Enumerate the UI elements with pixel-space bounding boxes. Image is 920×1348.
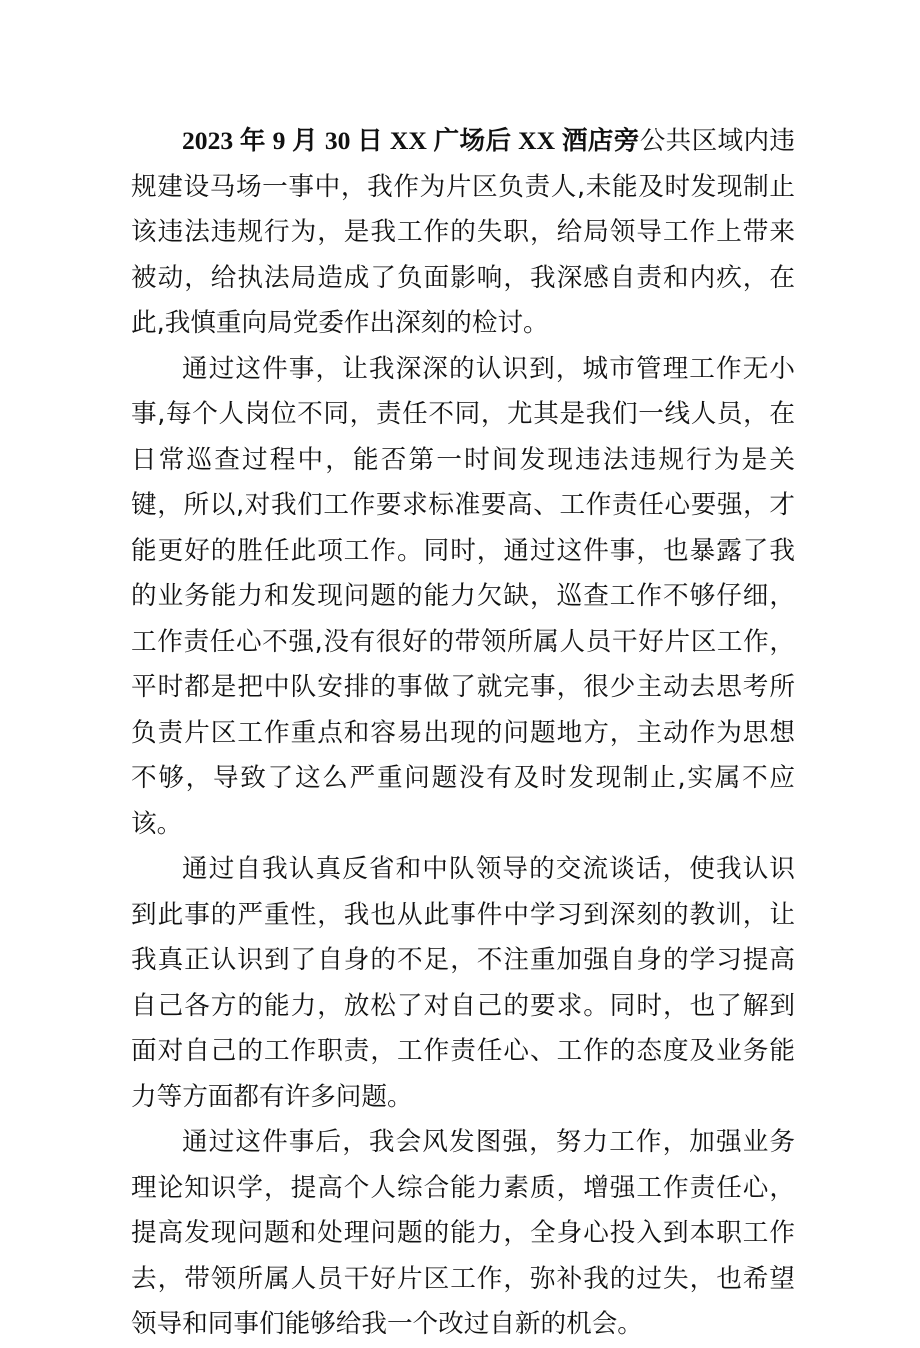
paragraph-3 [131,847,795,1120]
paragraph-4 [131,1120,795,1348]
document-body [131,118,795,1348]
paragraph-3-text: 通过自我认真反省和中队领导的交流谈话，使我认识到此事的严重性，我也从此事件中学习到深刻的教训，让我真正认识到了自身的不足，不注重加强自身的学习提高自己各方的能力，放松了对自己的要求。同时，也了解到面对自己的工作职责，工作责任心、工作的态度及业务能力等方面都有许多问题。 [131,854,795,1112]
paragraph-2-text: 通过这件事，让我深深的认识到，城市管理工作无小事,每个人岗位不同，责任不同，尤其是我们一线人员，在日常巡查过程中，能否第一时间发现违法违规行为是关键，所以,对我们工作要求标准要高、工作责任心要强，才能更好的胜任此项工作。同时，通过这件事，也暴露了我的业务能力和发现问题的能力欠缺，巡查工作不够仔细，工作责任心不强,没有很好的带领所属人员干好片区工作，平时都是把中队安排的事做了就完事，很少主动去思考所负责片区工作重点和容易出现的问题地方，主动作为思想不够，导致了这么严重问题没有及时发现制止,实属不应该。 [131,353,795,839]
paragraph-1-date-location: 2023 年 9 月 30 日 XX 广场后 XX 酒店旁 [182,126,640,155]
paragraph-1-text: 公共区域内违规建设马场一事中，我作为片区负责人,未能及时发现制止该违法违规行为，是我工作的失职，给局领导工作上带来被动，给执法局造成了负面影响，我深感自责和内疚，在此,我慎重向局党委作出深刻的检讨。 [131,126,795,338]
paragraph-1 [131,118,795,347]
paragraph-4-text: 通过这件事后，我会风发图强，努力工作，加强业务理论知识学，提高个人综合能力素质，增强工作责任心，提高发现问题和处理问题的能力，全身心投入到本职工作去，带领所属人员干好片区工作，弥补我的过失，也希望领导和同事们能够给我一个改过自新的机会。 [131,1127,795,1339]
paragraph-2 [131,347,795,848]
